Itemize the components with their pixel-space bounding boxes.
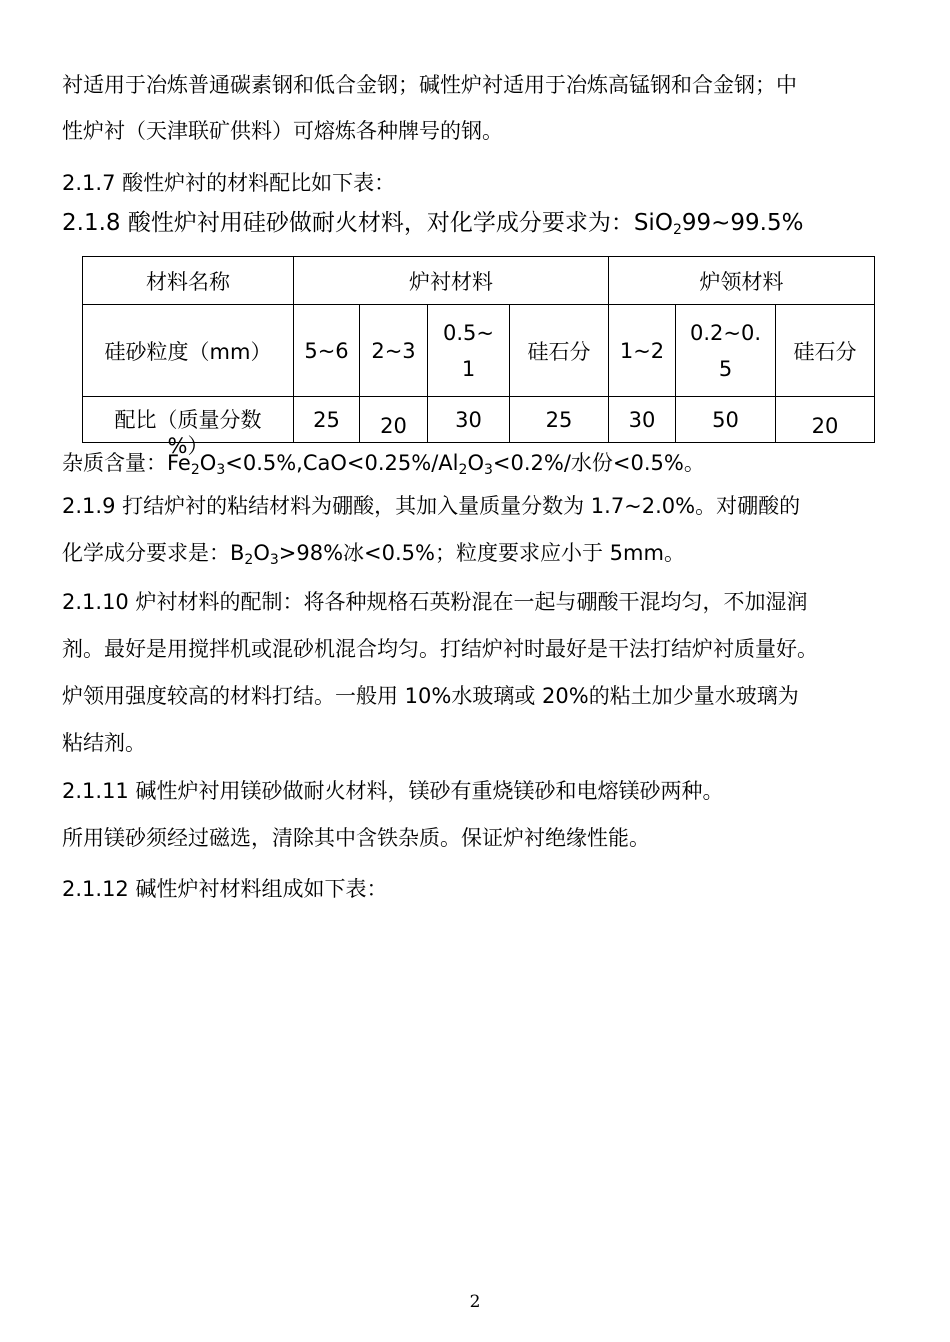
section-2-1-9-line-2: 化学成分要求是：$B_2O_3>98\%$冰<0.5%；粒度要求应小于 5mm。	[62, 541, 685, 568]
table-cell: 20	[776, 397, 875, 443]
table-cell: 30	[428, 397, 510, 443]
table-size-row	[83, 305, 875, 397]
section-2-1-10-line-1: 2.1.10 炉衬材料的配制：将各种规格石英粉混在一起与硼酸干混均匀，不加湿润	[62, 590, 808, 614]
section-2-1-9-line-1: 2.1.9 打结炉衬的粘结材料为硼酸，其加入量质量分数为 1.7~2.0%。对硼酸的	[62, 494, 801, 518]
table-cell: 硅石分	[510, 305, 609, 397]
table-cell: 25	[294, 397, 360, 443]
page-number: 2	[469, 1292, 481, 1312]
section-2-1-7: 2.1.7 酸性炉衬的材料配比如下表：	[62, 171, 396, 195]
table-cell: 0.2~0. 5	[676, 305, 776, 397]
section-2-1-11-line-2: 所用镁砂须经过磁选，清除其中含铁杂质。保证炉衬绝缘性能。	[62, 826, 650, 850]
section-2-1-10-line-2: 剂。最好是用搅拌机或混砂机混合均匀。打结炉衬时最好是干法打结炉衬质量好。	[62, 637, 818, 661]
table-cell: 1~2	[609, 305, 676, 397]
header-material-name: 材料名称	[83, 257, 294, 305]
section-2-1-10-line-4: 粘结剂。	[62, 731, 146, 755]
table-cell: 2~3	[360, 305, 428, 397]
header-lining-material: 炉衬材料	[294, 257, 609, 305]
impurity-content-line: 杂质含量：$Fe_2O_3<0.5\%,CaO<0.25\%/Al_2O_3<0.2\%/$水份<0.5%。	[62, 451, 705, 478]
paragraph-intro-line-2: 性炉衬（天津联矿供料）可熔炼各种牌号的钢。	[62, 119, 503, 143]
acid-lining-material-table	[82, 256, 875, 458]
table-ratio-row	[83, 397, 875, 443]
table-cell: 0.5~ 1	[428, 305, 510, 397]
size-row-label: 硅砂粒度（mm）	[83, 305, 294, 397]
table-cell: 50	[676, 397, 776, 443]
ratio-row-label: 配比（质量分数 %）	[83, 397, 294, 443]
table-cell: 20	[360, 397, 428, 443]
header-collar-material: 炉领材料	[609, 257, 875, 305]
table-cell: 30	[609, 397, 676, 443]
section-2-1-11-line-1: 2.1.11 碱性炉衬用镁砂做耐火材料，镁砂有重烧镁砂和电熔镁砂两种。	[62, 779, 724, 803]
table-header-row	[83, 257, 875, 305]
table-cell: 25	[510, 397, 609, 443]
table-cell: 硅石分	[776, 305, 875, 397]
section-2-1-12: 2.1.12 碱性炉衬材料组成如下表：	[62, 877, 388, 901]
table-cell: 5~6	[294, 305, 360, 397]
paragraph-intro-line-1: 衬适用于冶炼普通碳素钢和低合金钢；碱性炉衬适用于冶炼高锰钢和合金钢；中	[62, 73, 797, 97]
section-2-1-8: 2.1.8 酸性炉衬用硅砂做耐火材料，对化学成分要求为：SiO$_2$99~99.5%	[62, 210, 804, 238]
section-2-1-10-line-3: 炉领用强度较高的材料打结。一般用 10%水玻璃或 20%的粘土加少量水玻璃为	[62, 684, 799, 708]
